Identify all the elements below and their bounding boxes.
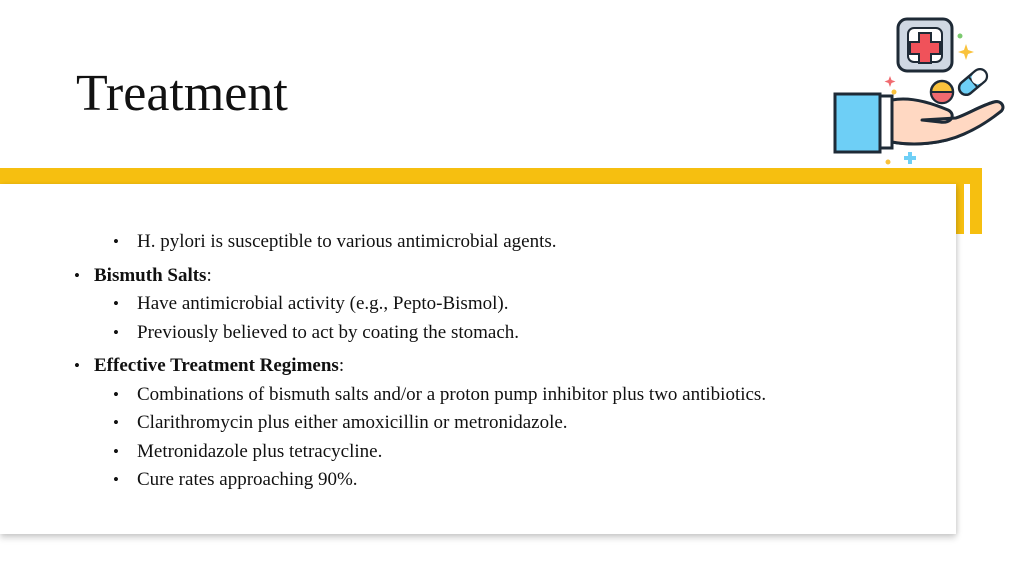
list-item: • Cure rates approaching 90%. bbox=[0, 466, 940, 495]
list-item: • Bismuth Salts: bbox=[0, 262, 940, 291]
bullet-dot: • bbox=[74, 265, 80, 285]
bullet-dot: • bbox=[113, 413, 119, 432]
slide-title: Treatment bbox=[76, 65, 288, 122]
bullet-list bbox=[0, 228, 940, 495]
hand-with-medicine-icon bbox=[830, 14, 1010, 170]
list-item: • H. pylori is susceptible to various antimicrobial agents. bbox=[0, 228, 940, 257]
bullet-dot: • bbox=[74, 356, 80, 375]
list-item: • Clarithromycin plus either amoxicillin or metronidazole. bbox=[0, 409, 940, 438]
list-item: • Effective Treatment Regimens: bbox=[0, 352, 940, 381]
bullet-dot: • bbox=[113, 384, 119, 404]
bullet-dot: • bbox=[113, 470, 119, 489]
bullet-dot: • bbox=[113, 294, 119, 313]
bullet-dot: • bbox=[113, 441, 119, 461]
bullet-dot: • bbox=[113, 232, 119, 251]
accent-bar-tail bbox=[970, 168, 982, 234]
accent-bar-tail bbox=[956, 168, 964, 234]
list-item: • Metronidazole plus tetracycline. bbox=[0, 438, 940, 467]
list-item: • Previously believed to act by coating the stomach. bbox=[0, 319, 940, 348]
list-item: • Combinations of bismuth salts and/or a proton pump inhibitor plus two antibiotics. bbox=[0, 381, 940, 410]
accent-bar bbox=[0, 168, 982, 184]
bullet-dot: • bbox=[113, 322, 119, 342]
list-item: • Have antimicrobial activity (e.g., Pepto-Bismol). bbox=[0, 290, 940, 319]
